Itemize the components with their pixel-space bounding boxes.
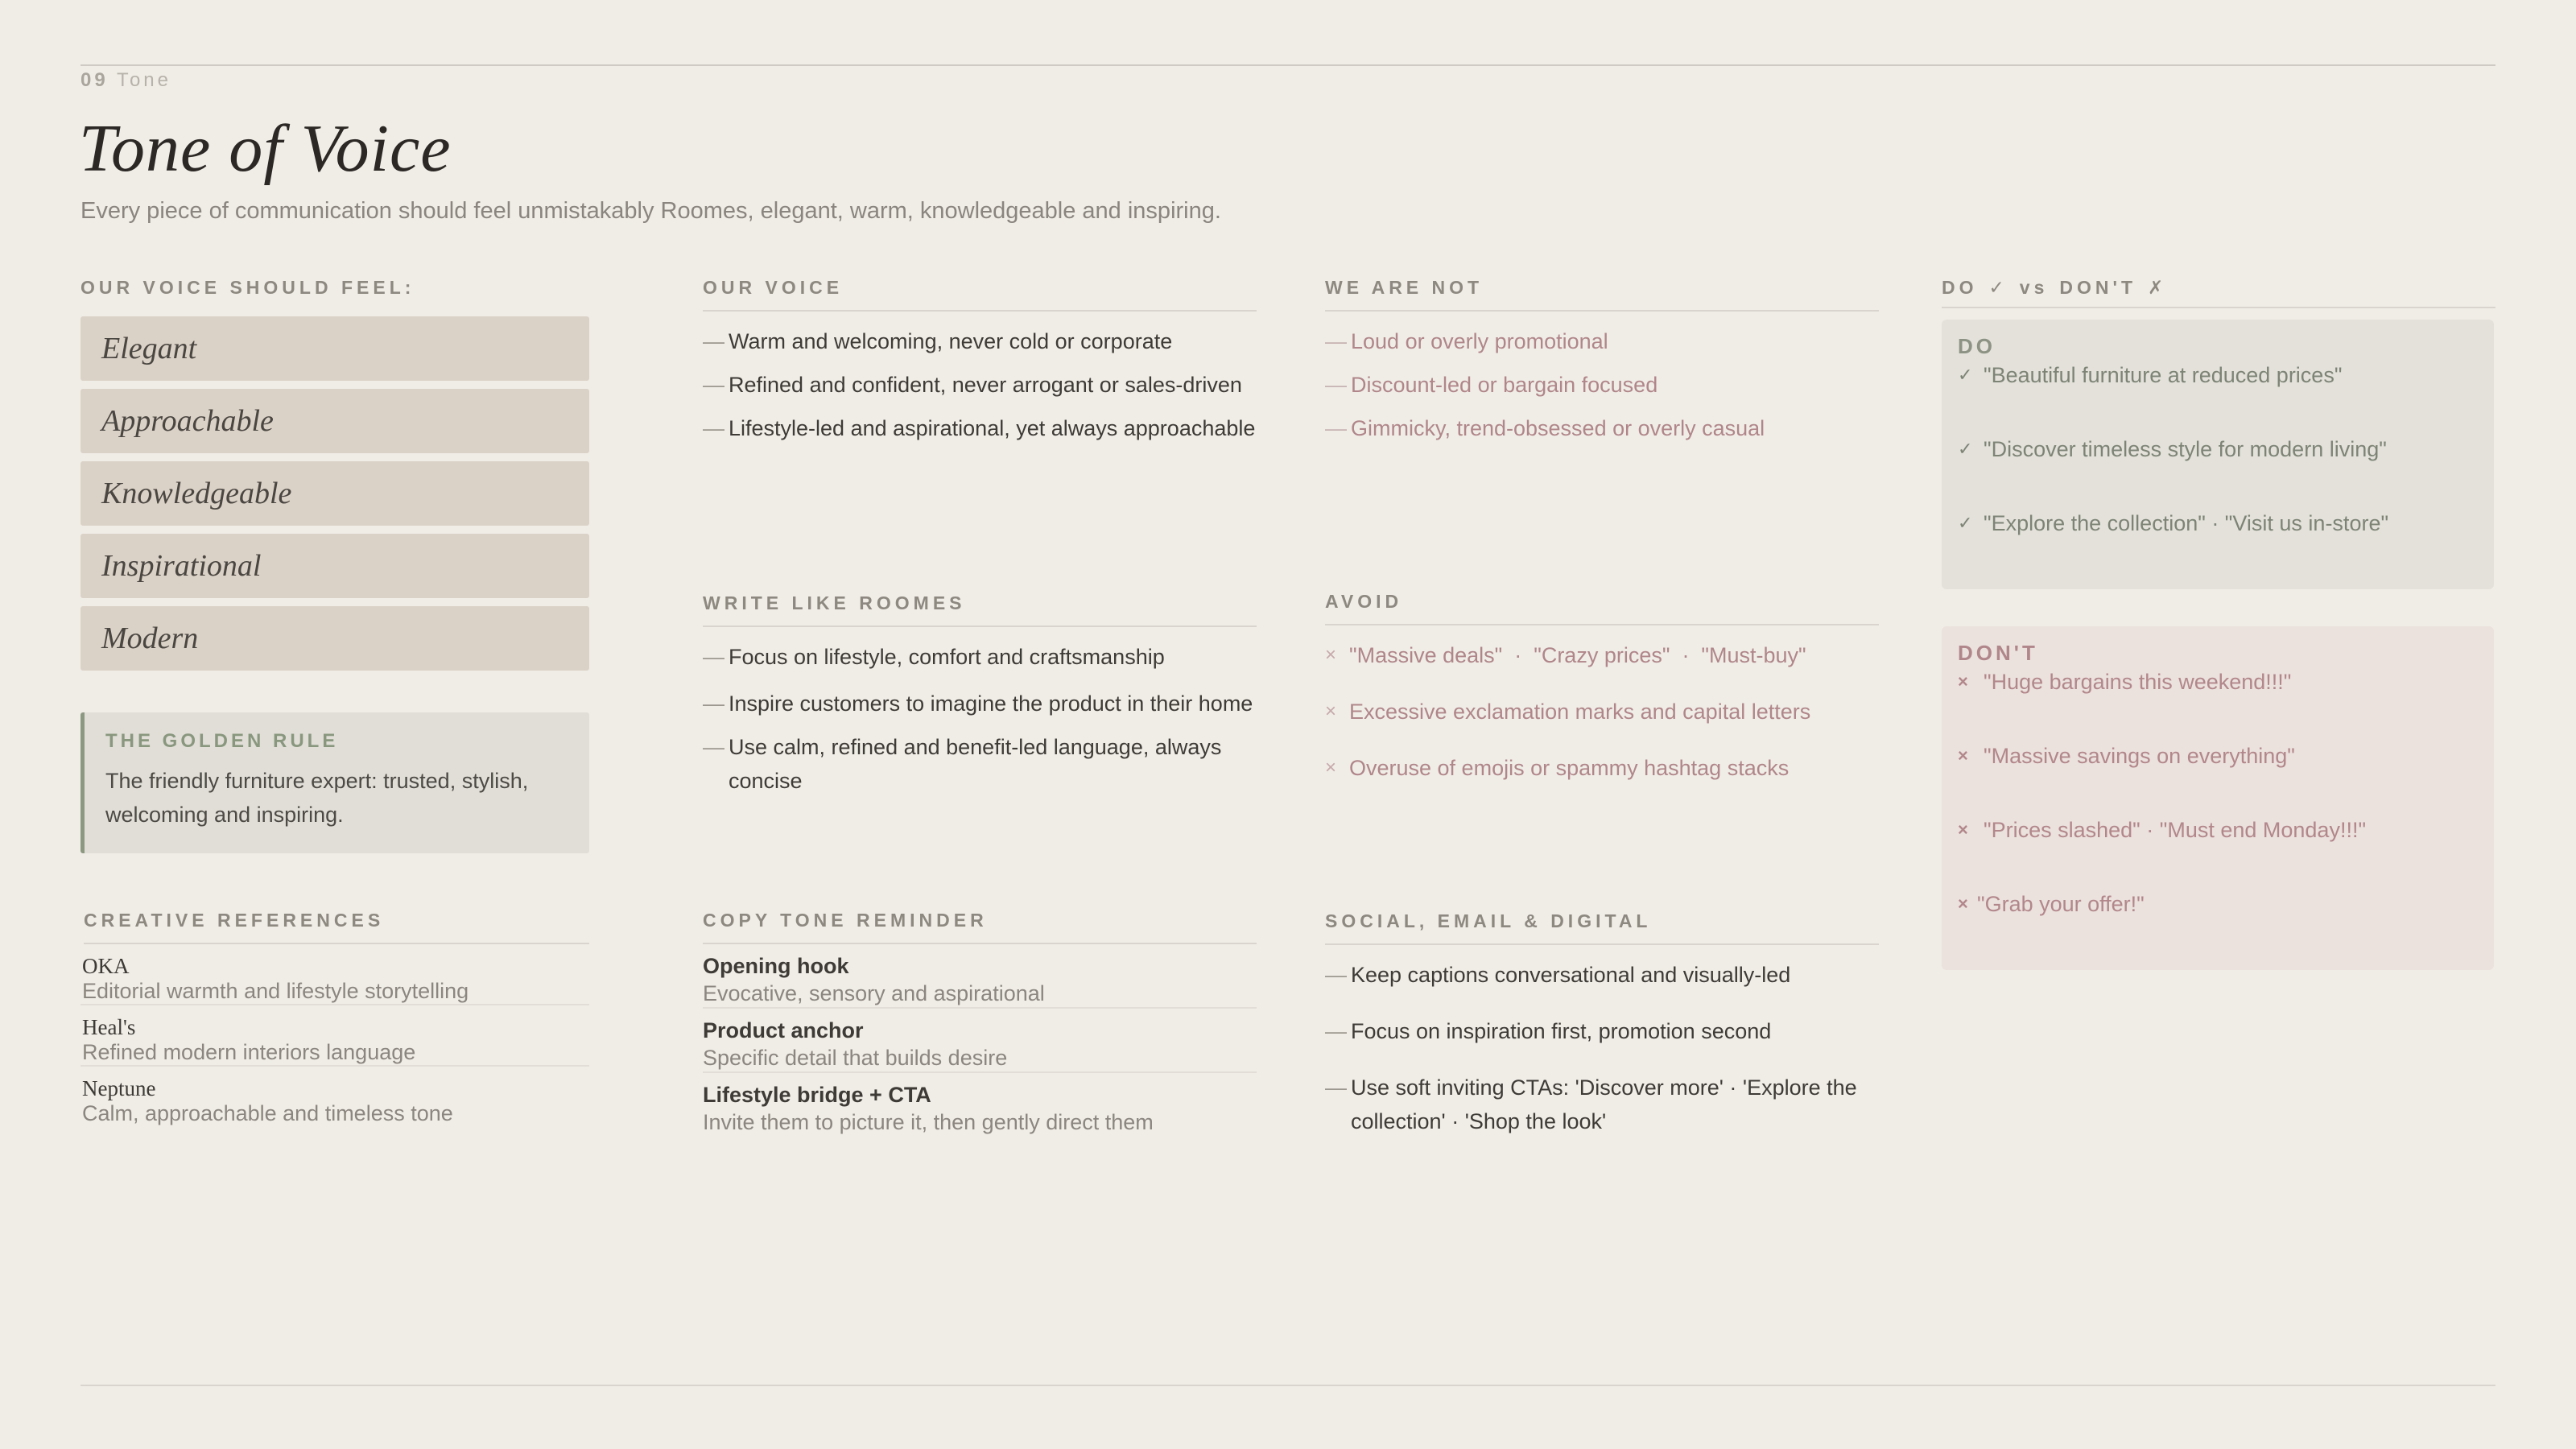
dash-icon: — [703,416,724,440]
do-item [1958,435,2478,504]
list-item-text: Loud or overly promotional [1351,329,1608,353]
creative-references-label: CREATIVE REFERENCES [84,910,589,944]
dash-icon: — [703,373,724,397]
dont-title: DON'T [1958,641,2038,665]
do-header-label: DO [1942,277,1978,298]
list-item-text: Gimmicky, trend-obsessed or overly casual [1351,416,1765,440]
check-icon: ✓ [1958,513,1973,533]
dont-card [1942,626,2494,970]
list-item-text: Focus on lifestyle, comfort and craftsmanship [729,645,1165,669]
dont-header-label: DON'T [2059,277,2137,298]
list-item-text: Refined and confident, never arrogant or sales-driven [729,373,1242,397]
do-item-text: "Beautiful furniture at reduced prices" [1984,363,2343,387]
do-dont-header [1942,277,2496,308]
list-item [703,730,1257,798]
social-list [1325,958,1879,1138]
copy-tone-label: COPY TONE REMINDER [703,910,1257,944]
copy-tone-desc: Specific detail that builds desire [703,1046,1008,1070]
list-item [1325,695,1879,729]
list-item-text: Overuse of emojis or spammy hashtag stacks [1349,756,1790,780]
bottom-divider [80,1385,2496,1386]
list-item-text: Use calm, refined and benefit-led language, always concise [729,735,1222,793]
dash-icon: — [1325,329,1347,353]
reference-name: OKA [82,954,130,978]
dash-icon: — [1325,373,1347,397]
list-item-text: Warm and welcoming, never cold or corporate [729,329,1173,353]
list-item [703,640,1257,674]
list-item [1325,368,1879,402]
list-item-text: Focus on inspiration first, promotion second [1351,1019,1772,1043]
dash-icon: — [1325,1019,1347,1043]
vs-label: vs [2019,277,2049,298]
dont-item [1958,815,2478,885]
cross-icon: × [1958,819,1968,840]
list-item-text: "Massive deals" · "Crazy prices" · "Must-buy" [1349,643,1806,667]
copy-tone-item [703,944,1257,1009]
write-like-list [703,640,1257,798]
voice-feel-section [80,277,589,679]
check-icon: ✓ [1958,439,1973,459]
cross-icon: × [1325,757,1337,778]
page-title: Tone of Voice [79,111,452,186]
social-section [1325,910,1879,1161]
feel-pill-elegant: Elegant [80,316,589,381]
do-title: DO [1958,334,1996,358]
do-item [1958,361,2478,430]
list-item [1325,1071,1879,1138]
golden-rule-title: THE GOLDEN RULE [105,730,339,752]
list-item [1325,958,1879,992]
list-item-text: Excessive exclamation marks and capital letters [1349,700,1811,724]
dont-item-text: "Huge bargains this weekend!!!" [1984,670,2292,694]
dash-icon: — [703,735,724,759]
we-are-not-list [1325,324,1879,445]
dash-icon: — [1325,1075,1347,1100]
list-item [1325,751,1879,785]
check-icon: ✓ [1958,365,1973,385]
copy-tone-item [703,1073,1257,1137]
copy-tone-desc: Invite them to picture it, then gently direct them [703,1110,1154,1134]
creative-references [80,910,589,1128]
cross-icon: × [1958,745,1968,766]
copy-tone-title: Opening hook [703,954,849,978]
voice-feel-label: OUR VOICE SHOULD FEEL: [80,277,415,298]
reference-name: Neptune [82,1076,156,1100]
do-card [1942,320,2494,589]
do-item-text: "Discover timeless style for modern living" [1984,437,2387,461]
section-number: 09 [80,69,109,91]
avoid-section [1325,591,1879,807]
feel-pill-approachable: Approachable [80,389,589,453]
reference-item [80,944,589,1005]
we-are-not-label: WE ARE NOT [1325,277,1879,312]
section-name: Tone [116,69,171,91]
feel-pill-modern: Modern [80,606,589,671]
list-item-text: Keep captions conversational and visually-led [1351,963,1791,987]
golden-rule-card [80,712,589,853]
copy-tone-item [703,1009,1257,1073]
list-item [1325,1014,1879,1048]
dont-item [1958,741,2478,811]
list-item [703,324,1257,358]
dont-item-text: "Grab your offer!" [1977,892,2145,916]
dont-item [1958,890,2478,922]
write-like-label: WRITE LIKE ROOMES [703,592,1257,627]
avoid-list [1325,638,1879,785]
list-item-text: Use soft inviting CTAs: 'Discover more' · 'Explore the collection' · 'Shop the look' [1351,1075,1857,1133]
our-voice-label: OUR VOICE [703,277,1257,312]
cross-icon: × [1325,700,1337,722]
dash-icon: — [703,329,724,353]
list-item-text: Lifestyle-led and aspirational, yet always approachable [729,416,1256,440]
reference-item [80,1005,589,1067]
check-icon: ✓ [1988,277,2008,298]
cross-icon: × [1958,894,1968,914]
golden-rule-text: The friendly furniture expert: trusted, stylish, welcoming and inspiring. [105,769,529,827]
copy-tone-title: Product anchor [703,1018,864,1042]
dont-item [1958,667,2478,737]
copy-tone-title: Lifestyle bridge + CTA [703,1083,931,1107]
list-item-text: Discount-led or bargain focused [1351,373,1658,397]
reference-item [80,1067,589,1128]
page-subtitle: Every piece of communication should feel unmistakably Roomes, elegant, warm, knowledgeable and inspiring. [80,198,1221,224]
reference-desc: Editorial warmth and lifestyle storytelling [82,979,469,1003]
cross-icon: × [1325,644,1337,666]
write-like-section [703,592,1257,807]
dash-icon: — [1325,416,1347,440]
list-item [1325,638,1879,672]
list-item-text: Inspire customers to imagine the product in their home [729,691,1253,716]
dash-icon: — [1325,963,1347,987]
list-item [703,411,1257,445]
dont-item-text: "Prices slashed" · "Must end Monday!!!" [1984,818,2367,842]
do-item-text: "Explore the collection" · "Visit us in-store" [1984,511,2389,535]
do-item [1958,509,2478,578]
our-voice-list [703,324,1257,445]
copy-tone-desc: Evocative, sensory and aspirational [703,981,1045,1005]
list-item [1325,411,1879,445]
reference-desc: Calm, approachable and timeless tone [82,1101,453,1125]
feel-pill-knowledgeable: Knowledgeable [80,461,589,526]
copy-tone-section [703,910,1257,1137]
reference-name: Heal's [82,1015,136,1039]
feel-pill-inspirational: Inspirational [80,534,589,598]
cross-icon: × [1958,671,1968,691]
our-voice-section [703,277,1257,455]
avoid-label: AVOID [1325,591,1879,625]
do-dont-section [1942,277,2496,970]
social-label: SOCIAL, EMAIL & DIGITAL [1325,910,1879,945]
cross-icon: ✗ [2148,277,2168,298]
list-item [703,687,1257,720]
list-item [1325,324,1879,358]
dont-item-text: "Massive savings on everything" [1984,744,2295,768]
top-divider [80,64,2496,66]
reference-desc: Refined modern interiors language [82,1040,416,1064]
list-item [703,368,1257,402]
section-tag [80,69,171,92]
we-are-not-section [1325,277,1879,455]
dash-icon: — [703,645,724,669]
dash-icon: — [703,691,724,716]
